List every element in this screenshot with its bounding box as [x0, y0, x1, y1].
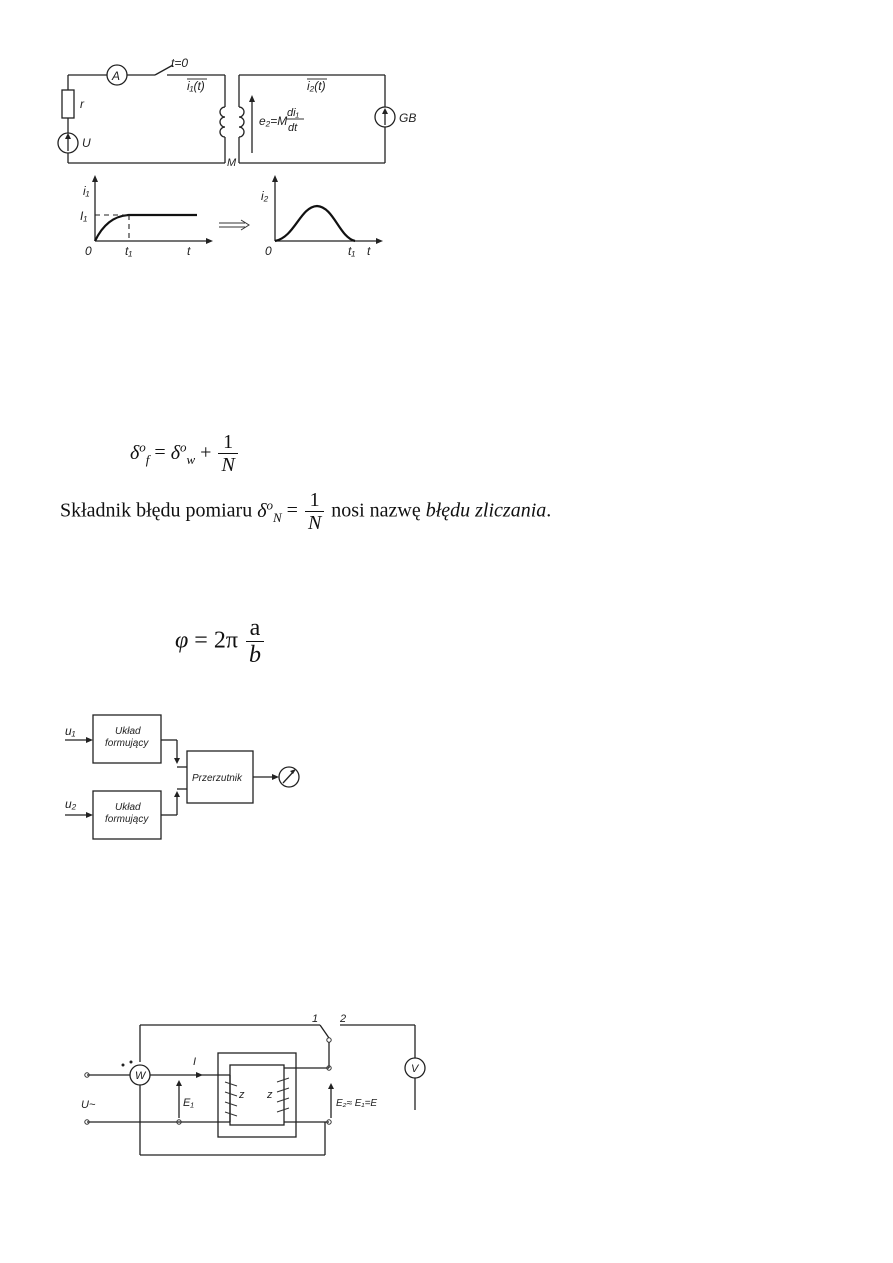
secondary-winding	[277, 1078, 289, 1112]
emf-label: e₂=M	[259, 114, 288, 128]
switch-position-1: 1	[312, 1013, 319, 1025]
emf-denominator: dt	[288, 122, 298, 134]
winding1-label: z	[239, 1089, 245, 1101]
secondary-current-label: i₂(t)	[307, 79, 326, 93]
formula2-fraction: $\frac{a}{b}$	[246, 616, 264, 668]
formula1-rhs: $\delta^o_w$	[170, 438, 196, 467]
e1-label: E₁	[183, 1097, 194, 1109]
primary-winding	[225, 1082, 237, 1116]
switch-position-2: 2	[340, 1013, 347, 1025]
emf-numerator: di₁	[287, 107, 300, 119]
source-label: U	[82, 136, 91, 150]
block1-line2: formujący	[105, 738, 149, 749]
input-u1-label: u₁	[65, 724, 76, 738]
graph1-t-label: t	[187, 244, 191, 258]
resistor-label: r	[80, 97, 84, 111]
input-u2-label: u₂	[65, 797, 77, 811]
formula1-fraction: $\frac{1}{N}$	[218, 432, 237, 476]
switch-label: t=0	[171, 56, 189, 70]
supply-label: U~	[81, 1099, 96, 1111]
voltmeter-label: V	[411, 1063, 419, 1075]
mutual-inductance-label: M	[227, 157, 237, 169]
formula-frequency-error: $\delta^o_f = \delta^o_w$ + $\frac{1}{N}$	[130, 432, 240, 476]
counting-error-sentence: Składnik błędu pomiaru $\delta^o_N$ = $\frac{1}{N}$ nosi nazwę błędu zliczania.	[60, 489, 552, 534]
flip-flop-label: Przerzutnik	[192, 773, 243, 784]
sentence-fraction: $\frac{1}{N}$	[305, 490, 324, 534]
sentence-symbol: $\delta^o_N$	[257, 496, 282, 525]
graph2-y-label: i₂	[261, 189, 269, 203]
winding2-label: z	[267, 1089, 273, 1101]
primary-coil	[220, 107, 225, 137]
figure-transformer-measurement	[75, 1010, 435, 1160]
graph2-t-label: t	[367, 244, 371, 258]
galvanometer-label: GB	[399, 111, 417, 125]
wattmeter-label: W	[135, 1070, 146, 1082]
formula1-lhs: $\delta^o_f$	[130, 438, 150, 467]
secondary-coil	[239, 107, 244, 137]
ammeter-label: A	[112, 69, 121, 83]
graph2-t1-label: t₁	[348, 244, 356, 258]
primary-current-label: i₁(t)	[187, 79, 205, 93]
graph1-level-label: I₁	[80, 209, 88, 223]
graph2-origin: 0	[265, 244, 272, 258]
block2-line2: formujący	[105, 814, 149, 825]
e2-label: E₂≈ E₁=E	[336, 1098, 378, 1109]
figure-phase-meter-block-diagram	[55, 705, 315, 850]
resistor-symbol	[62, 90, 74, 118]
block2-line1: Układ	[115, 802, 141, 813]
term-counting-error: błędu zliczania	[425, 499, 547, 522]
graph1-y-label: i₁	[83, 184, 90, 198]
graph1-current-curve	[95, 215, 197, 241]
formula-phase: φ = 2π $\frac{a}{b}$	[175, 616, 266, 668]
graph1-origin: 0	[85, 244, 92, 258]
figure-mutual-inductance-circuit	[55, 45, 420, 260]
block1-line1: Układ	[115, 726, 141, 737]
graph1-t1-label: t₁	[125, 244, 133, 258]
graph2-current-pulse	[275, 206, 355, 241]
current-label: I	[193, 1056, 197, 1068]
